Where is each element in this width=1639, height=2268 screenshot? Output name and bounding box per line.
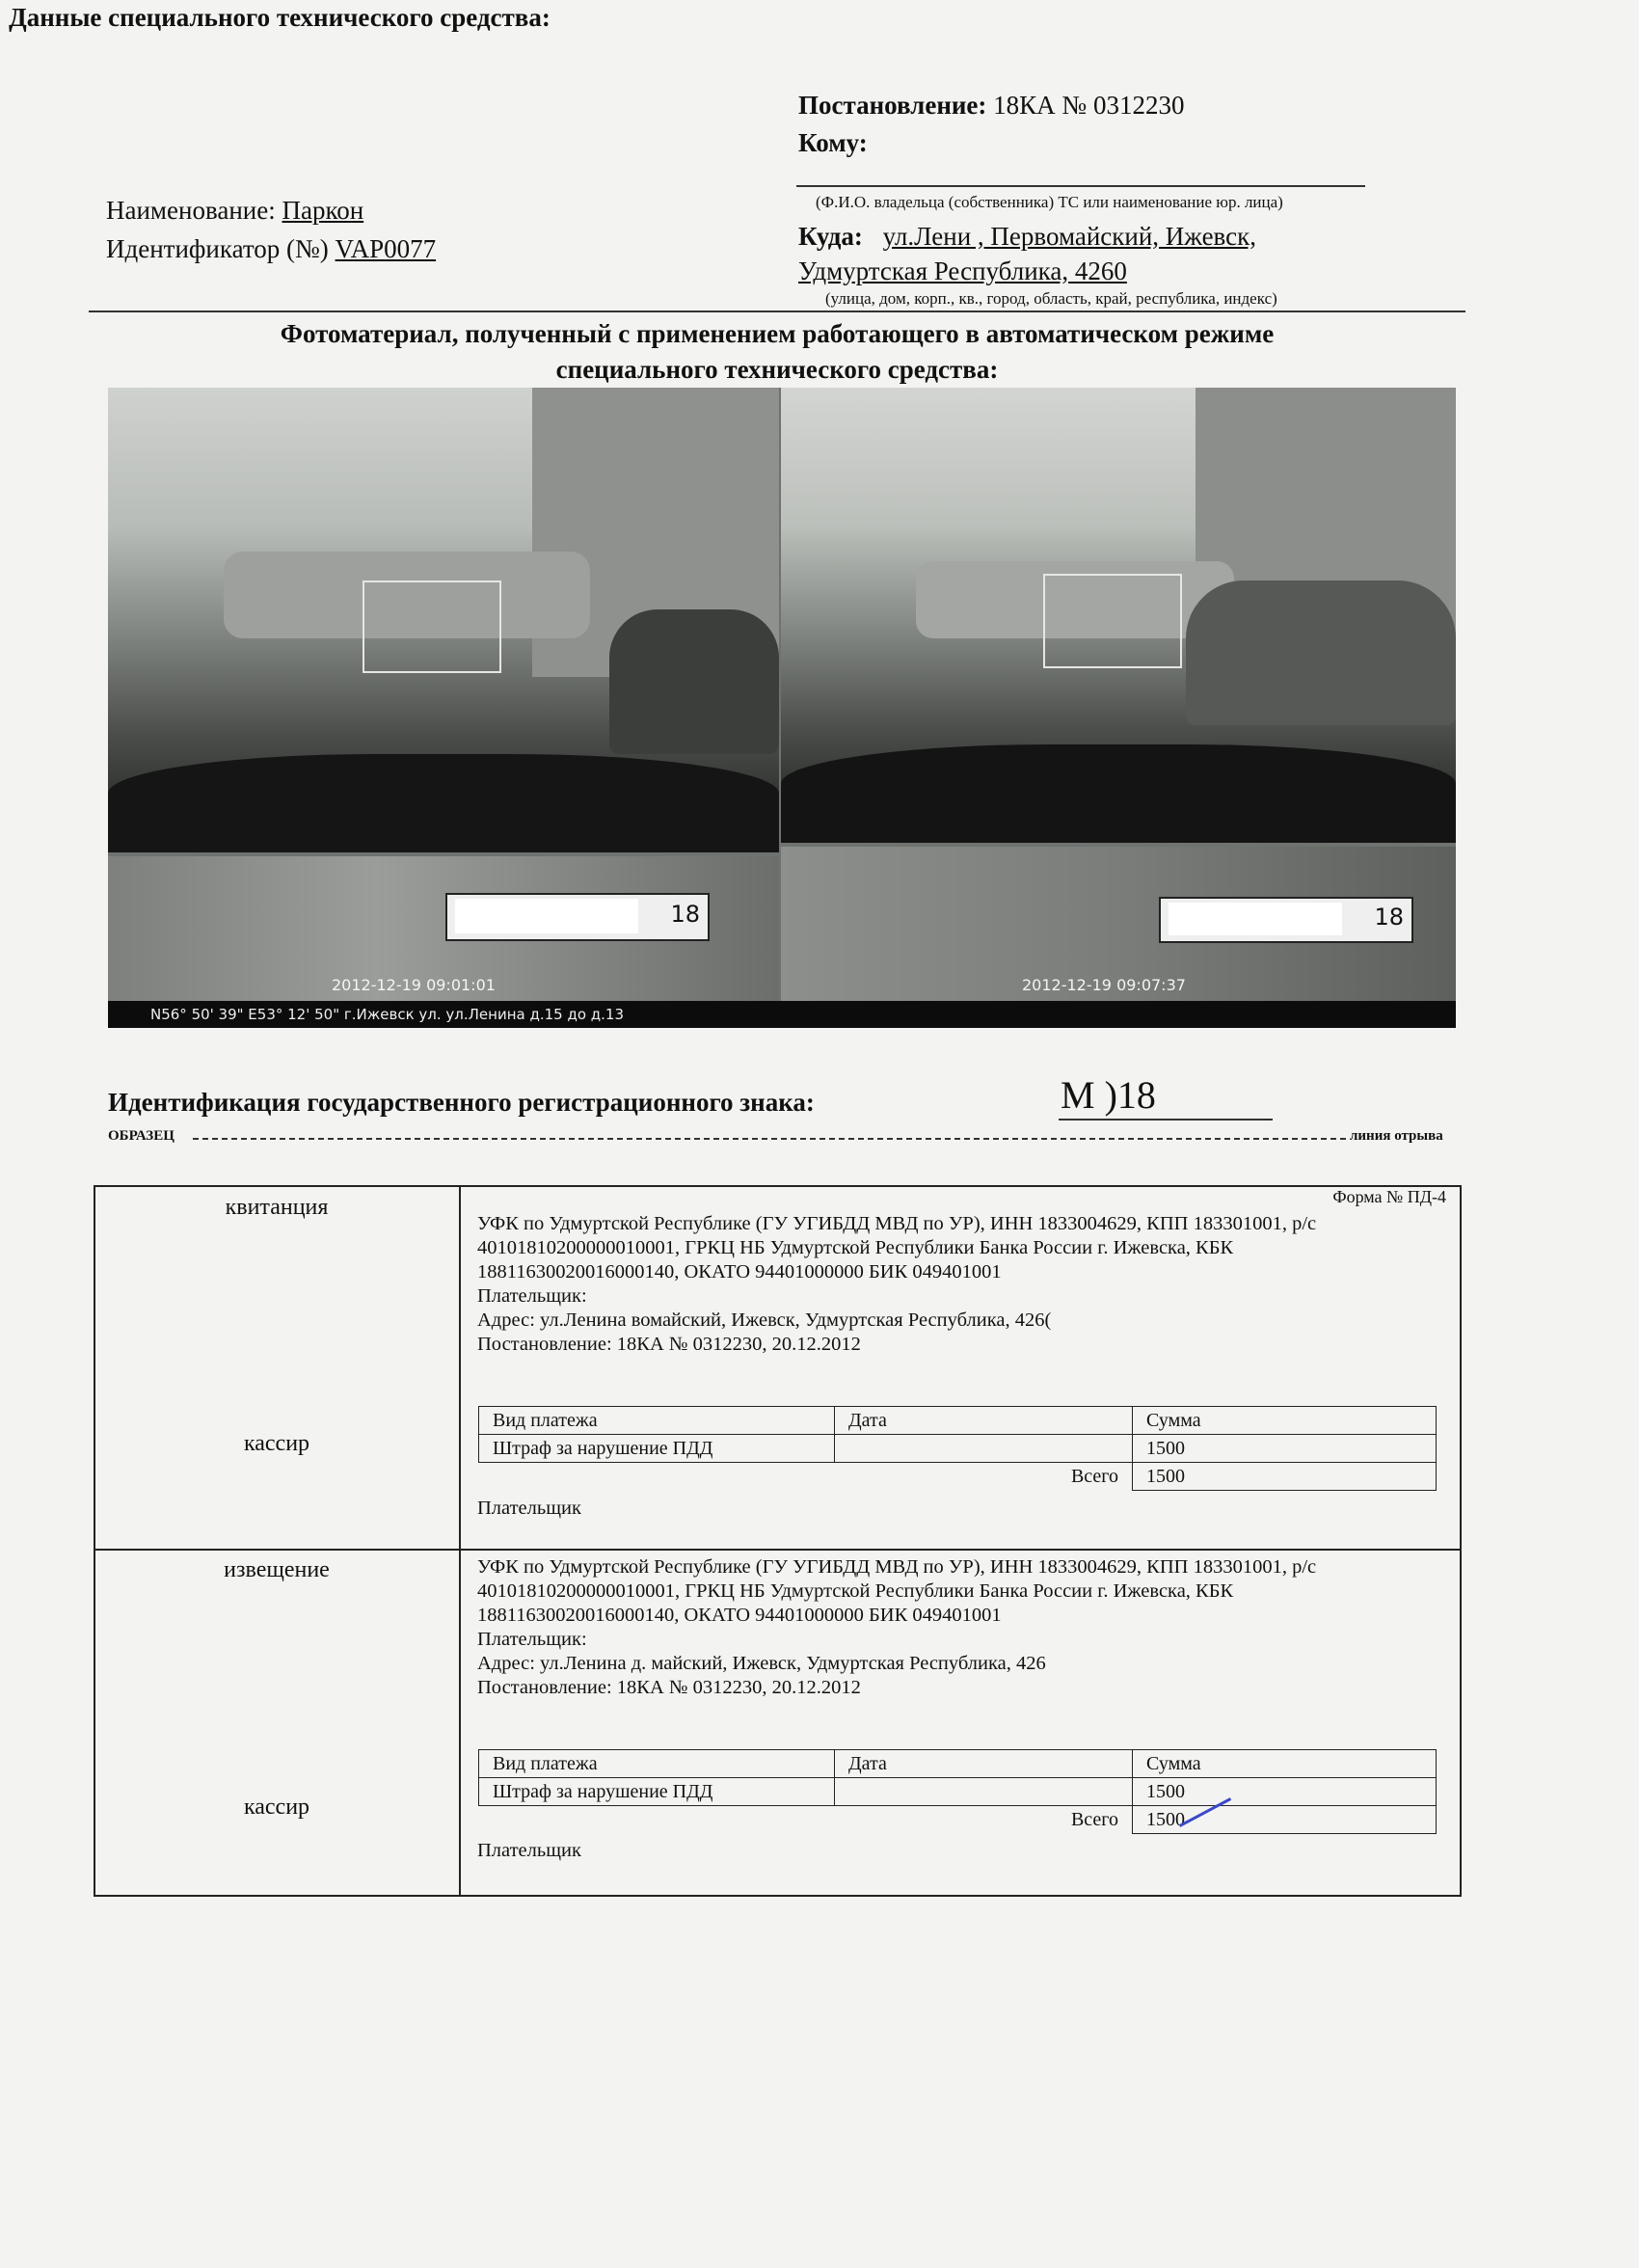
street-photo-right <box>781 388 1456 843</box>
device-id-row <box>106 234 436 264</box>
device-name-row <box>106 196 363 226</box>
dashboard-right <box>781 744 1456 843</box>
notice-body <box>477 1555 1316 1700</box>
table-row <box>479 1435 1437 1463</box>
payer-label: Плательщик: <box>477 1285 587 1307</box>
tear-line-label: линия отрыва <box>1350 1128 1443 1144</box>
photo-title-line1: Фотоматериал, полученный с применением работающего в автоматическом режиме <box>280 319 1275 348</box>
total-label: Всего <box>479 1463 1133 1491</box>
bank-line-1: УФК по Удмуртской Республике (ГУ УГИБДД МВД по УР), ИНН 1833004629, КПП 183301001, р/с <box>477 1213 1317 1234</box>
notice-payer-label: Плательщик: <box>477 1629 587 1650</box>
decree-number: 18КА № 0312230 <box>993 91 1185 120</box>
where-label: Куда: <box>798 222 863 251</box>
where-line2: Удмуртская Республика, 4260 <box>798 256 1127 285</box>
total-sum: 1500 <box>1133 1463 1437 1491</box>
cashier-label-top: кассир <box>243 1431 310 1456</box>
passing-car-right <box>1186 580 1456 725</box>
fine-sum: 1500 <box>1133 1778 1437 1806</box>
to-underline <box>796 185 1365 187</box>
payer-footer-bottom: Плательщик <box>477 1840 581 1861</box>
plate-identification-label: Идентификация государственного регистрационного знака: <box>108 1088 815 1117</box>
device-title: Данные специального технического средства: <box>9 3 551 32</box>
photo-material <box>108 388 1456 1028</box>
fine-sum: 1500 <box>1133 1435 1437 1463</box>
plate-photo-right <box>781 847 1456 1001</box>
sample-mark: ОБРАЗЕЦ <box>108 1128 175 1144</box>
table-row <box>479 1778 1437 1806</box>
fine-name: Штраф за нарушение ПДД <box>479 1435 835 1463</box>
form-number: Форма № ПД-4 <box>1332 1187 1446 1206</box>
notice-bank-line-1: УФК по Удмуртской Республике (ГУ УГИБДД МВД по УР), ИНН 1833004629, КПП 183301001, р/с <box>477 1556 1317 1578</box>
payment-table-header <box>479 1407 1437 1435</box>
receipt-column-divider <box>459 1187 461 1895</box>
decree-row <box>798 91 1184 121</box>
col-date: Дата <box>835 1407 1133 1435</box>
plate-right-masked <box>1169 903 1342 935</box>
notice-bank-line-2: 40101810200000010001, ГРКЦ НБ Удмуртской Республики Банка России г. Ижевска, КБК <box>477 1580 1234 1602</box>
col-date: Дата <box>835 1750 1133 1778</box>
device-name-label: Наименование: <box>106 196 276 225</box>
total-row <box>479 1806 1437 1834</box>
col-sum: Сумма <box>1133 1407 1437 1435</box>
fine-name: Штраф за нарушение ПДД <box>479 1778 835 1806</box>
dashboard-left <box>108 754 779 852</box>
notice-decree-reference: Постановление: 18КА № 0312230, 20.12.2012 <box>477 1677 861 1698</box>
to-label: Кому: <box>798 128 868 157</box>
header-divider <box>89 310 1465 312</box>
where-caption: (улица, дом, корп., кв., город, область, край, республика, индекс) <box>825 289 1277 308</box>
tear-line <box>193 1138 1346 1140</box>
photo-title-line2: специального технического средства: <box>555 355 999 384</box>
bank-line-3: 18811630020016000140, ОКАТО 94401000000 БИК 049401001 <box>477 1261 1002 1282</box>
notice-bank-line-3: 18811630020016000140, ОКАТО 94401000000 БИК 049401001 <box>477 1605 1002 1626</box>
plate-value-underline <box>1059 1119 1273 1120</box>
payment-table-header <box>479 1750 1437 1778</box>
to-caption: (Ф.И.О. владельца (собственника) ТС или наименование юр. лица) <box>816 193 1283 211</box>
payment-table-top <box>478 1406 1437 1491</box>
receipt-section-divider <box>95 1549 1460 1551</box>
receipt-top-body <box>477 1212 1316 1357</box>
plate-identification-value: М )18 <box>1061 1073 1156 1117</box>
plate-photo-left <box>108 856 779 1001</box>
total-label: Всего <box>479 1806 1133 1834</box>
plate-right <box>1159 897 1413 943</box>
detection-box-left <box>363 580 501 673</box>
col-payment-type: Вид платежа <box>479 1750 835 1778</box>
notice-payer-address: Адрес: ул.Ленина д. майский, Ижевск, Удмуртская Республика, 426 <box>477 1653 1046 1674</box>
fine-date <box>835 1435 1133 1463</box>
detection-box-right <box>1043 574 1182 668</box>
payer-address: Адрес: ул.Ленина вомайский, Ижевск, Удмуртская Республика, 426( <box>477 1310 1052 1331</box>
plate-left-region: 18 <box>670 901 700 928</box>
device-name-value: Паркон <box>282 196 364 225</box>
passing-car-left <box>609 609 779 754</box>
where-line1: ул.Лени , Первомайский, Ижевск, <box>882 222 1256 251</box>
gps-stamp-bar <box>108 1001 1456 1028</box>
col-payment-type: Вид платежа <box>479 1407 835 1435</box>
payment-table-bottom <box>478 1749 1437 1834</box>
timestamp-right: 2012-12-19 09:07:37 <box>1022 976 1186 994</box>
decree-reference: Постановление: 18КА № 0312230, 20.12.2012 <box>477 1334 861 1355</box>
notice-label: извещение <box>224 1557 330 1582</box>
total-row <box>479 1463 1437 1491</box>
cashier-label-bottom: кассир <box>243 1795 310 1820</box>
plate-right-region: 18 <box>1374 904 1404 931</box>
fine-date <box>835 1778 1133 1806</box>
receipt-label: квитанция <box>225 1195 329 1220</box>
payment-receipt-form <box>94 1185 1462 1897</box>
decree-label: Постановление: <box>798 91 987 120</box>
where-block <box>798 222 1454 252</box>
total-sum: 1500 <box>1133 1806 1437 1834</box>
device-id-label: Идентификатор (№) <box>106 234 329 263</box>
plate-left <box>445 893 710 941</box>
col-sum: Сумма <box>1133 1750 1437 1778</box>
street-photo-left <box>108 388 779 852</box>
gps-text: N56° 50' 39" E53° 12' 50" г.Ижевск ул. ул.Ленина д.15 до д.13 <box>150 1006 625 1023</box>
device-id-value: VAP0077 <box>335 234 437 263</box>
payer-footer-top: Плательщик <box>477 1498 581 1519</box>
timestamp-left: 2012-12-19 09:01:01 <box>332 976 496 994</box>
bank-line-2: 40101810200000010001, ГРКЦ НБ Удмуртской Республики Банка России г. Ижевска, КБК <box>477 1237 1234 1258</box>
plate-left-masked <box>455 899 638 933</box>
photo-section-title <box>89 316 1465 388</box>
